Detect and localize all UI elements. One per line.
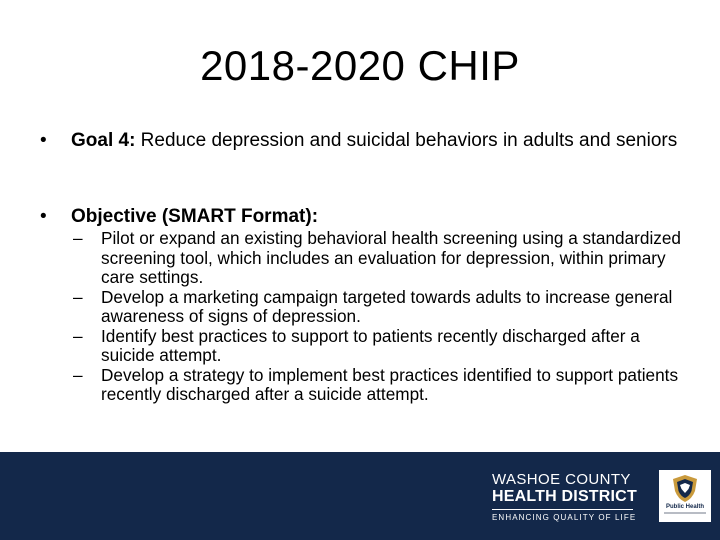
logo-divider <box>492 509 633 510</box>
bullet-marker: • <box>40 206 47 227</box>
objective-item-text: Develop a strategy to implement best practices identified to support patients recently discharged after a suicide attempt. <box>101 364 679 404</box>
objective-item-text: Identify best practices to support to patients recently discharged after a suicide attempt. <box>101 325 640 365</box>
org-tagline: ENHANCING QUALITY OF LIFE <box>492 513 637 522</box>
objective-item-text: Develop a marketing campaign targeted towards adults to increase general awareness of signs of depression. <box>101 286 673 326</box>
shield-icon <box>670 473 700 503</box>
goal-text <box>71 130 681 151</box>
badge-label: Public Health <box>665 504 704 510</box>
objective-item <box>73 229 683 288</box>
bullet-marker: • <box>40 130 47 151</box>
goal-description: Reduce depression and suicidal behaviors in adults and seniors <box>135 130 678 151</box>
org-name-line2: HEALTH DISTRICT <box>492 488 637 505</box>
dash-marker: – <box>73 228 83 248</box>
objective-item <box>73 327 683 366</box>
dash-marker: – <box>73 364 83 385</box>
badge-subline <box>664 512 706 514</box>
objective-item <box>73 366 683 405</box>
objective-label: Objective (SMART Format): <box>71 206 319 227</box>
dash-marker: – <box>73 325 83 346</box>
goal-bullet <box>40 130 681 151</box>
org-name-line1: WASHOE COUNTY <box>492 471 631 488</box>
goal-label: Goal 4: <box>71 130 136 151</box>
washoe-county-logo <box>492 472 642 522</box>
objective-item <box>73 288 683 327</box>
objective-bullet <box>40 206 681 227</box>
objective-item-text: Pilot or expand an existing behavioral health screening using a standardized screening tool, which includes an evaluation for depression, within primary care settings. <box>101 228 681 287</box>
dash-marker: – <box>73 286 83 307</box>
public-health-badge <box>659 470 711 522</box>
footer-band <box>0 452 720 540</box>
objective-list <box>73 229 683 405</box>
slide-title: 2018-2020 CHIP <box>200 42 520 89</box>
